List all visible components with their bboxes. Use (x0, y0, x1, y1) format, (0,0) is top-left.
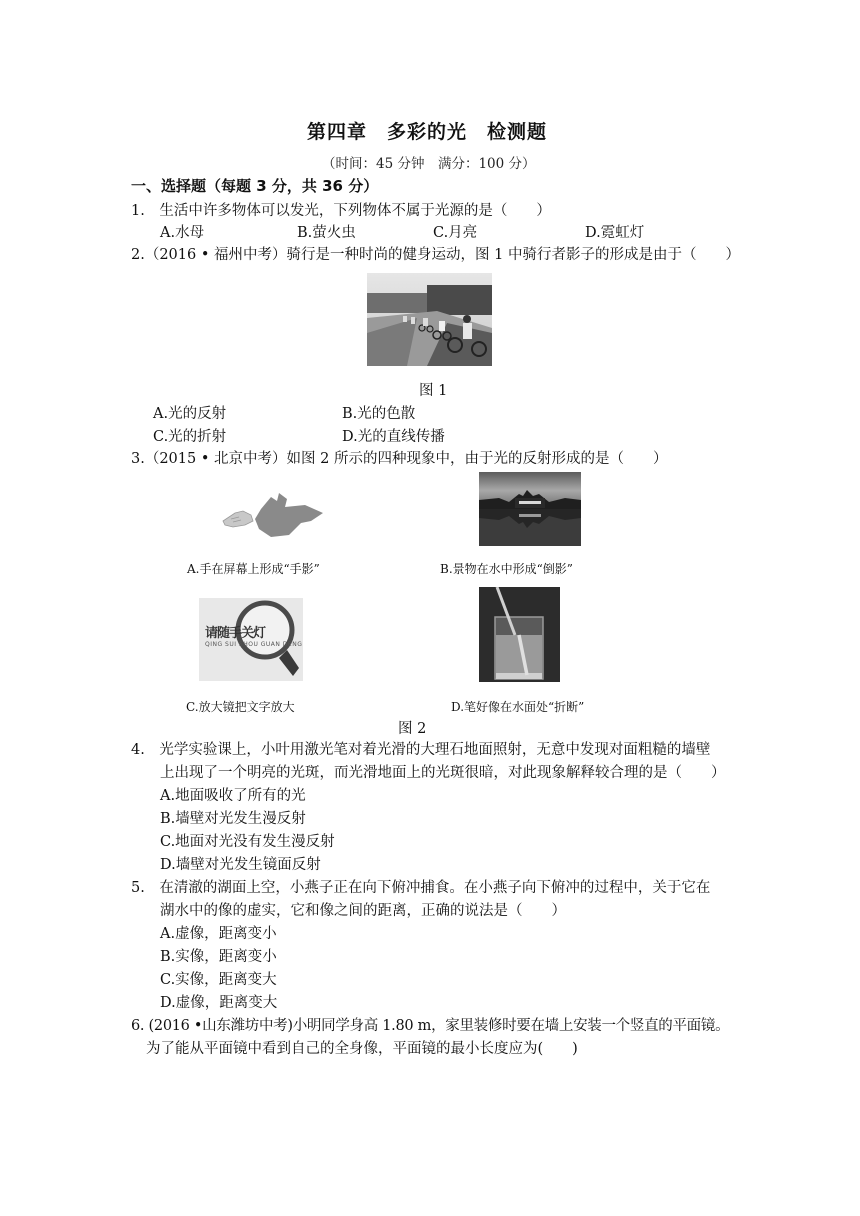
question-1-stem: 1. 生活中许多物体可以发光，下列物体不属于光源的是（ ） (131, 203, 551, 219)
figure-2-caption: 图 2 (398, 721, 427, 737)
q4-option-d: D.墙壁对光发生镜面反射 (160, 857, 321, 873)
q2-option-d: D.光的直线传播 (342, 429, 445, 445)
q5-option-c: C.实像，距离变大 (160, 972, 277, 988)
question-6-stem-line2: 为了能从平面镜中看到自己的全身像，平面镜的最小长度应为( ) (146, 1041, 578, 1057)
question-5-stem-line1: 5. 在清澈的湖面上空，小燕子正在向下俯冲捕食。在小燕子向下俯冲的过程中，关于它在 (131, 880, 711, 896)
figure-2a-hand-shadow (221, 491, 325, 541)
figure-2c-magnifier (199, 598, 303, 681)
q1-option-d: D.霓虹灯 (585, 225, 645, 241)
q4-option-a: A.地面吸收了所有的光 (160, 788, 306, 804)
question-3-stem: 3.（2015 • 北京中考）如图 2 所示的四种现象中，由于光的反射形成的是（ ） (131, 451, 668, 467)
figure-2c-caption: C.放大镜把文字放大 (186, 700, 295, 714)
figure-2a-caption: A.手在屏幕上形成“手影” (187, 562, 320, 576)
q1-option-a: A.水母 (160, 225, 205, 241)
q1-option-b: B.萤火虫 (297, 225, 356, 241)
q4-option-c: C.地面对光没有发生漫反射 (160, 834, 335, 850)
figure-1-caption: 图 1 (419, 383, 448, 399)
question-4-stem-line1: 4. 光学实验课上，小叶用激光笔对着光滑的大理石地面照射，无意中发现对面粗糙的墙壁 (131, 742, 711, 758)
figure-1-cyclists-photo (367, 273, 492, 366)
figure-2b-caption: B.景物在水中形成“倒影” (440, 562, 573, 576)
magnifier-sign-pinyin: QING SUI SHOU GUAN DENG (205, 641, 303, 648)
q4-option-b: B.墙壁对光发生漫反射 (160, 811, 306, 827)
question-4-stem-line2: 上出现了一个明亮的光斑，而光滑地面上的光斑很暗，对此现象解释较合理的是（ ） (160, 765, 726, 781)
q5-option-d: D.虚像，距离变大 (160, 995, 278, 1011)
q5-option-b: B.实像，距离变小 (160, 949, 277, 965)
figure-2d-caption: D.笔好像在水面处“折断” (451, 700, 585, 714)
question-2-stem: 2.（2016 • 福州中考）骑行是一种时尚的健身运动，图 1 中骑行者影子的形成是由于（ ） (131, 247, 740, 263)
q5-option-a: A.虚像，距离变小 (160, 926, 277, 942)
question-5-stem-line2: 湖水中的像的虚实，它和像之间的距离，正确的说法是（ ） (160, 903, 566, 919)
question-6-stem-line1: 6. (2016 •山东潍坊中考)小明同学身高 1.80 m，家里装修时要在墙上安装一个竖直的平面镜。 (131, 1018, 730, 1034)
magnifier-sign-text: 请随手关灯 (205, 626, 266, 641)
figure-2b-water-reflection (479, 472, 581, 546)
q2-option-a: A.光的反射 (153, 406, 227, 422)
q1-option-c: C.月亮 (433, 225, 478, 241)
exam-meta: （时间：45 分钟 满分：100 分） (322, 156, 536, 172)
q2-option-b: B.光的色散 (342, 406, 416, 422)
page-title: 第四章 多彩的光 检测题 (307, 121, 548, 143)
section-title: 一、选择题（每题 3 分，共 36 分） (131, 177, 379, 195)
figure-2d-pencil-in-water (479, 587, 560, 682)
q2-option-c: C.光的折射 (153, 429, 227, 445)
